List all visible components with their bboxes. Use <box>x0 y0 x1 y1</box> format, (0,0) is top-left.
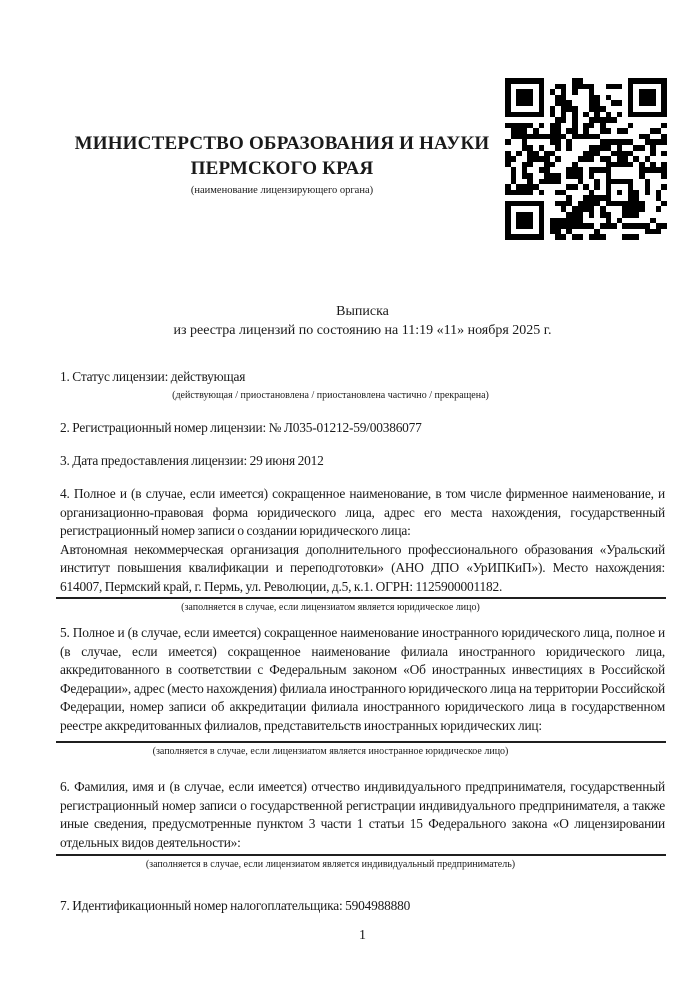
foreign-entity-note: (заполняется в случае, если лицензиатом является иностранное юридическое лицо) <box>152 746 509 757</box>
individual-entrepreneur-note: (заполняется в случае, если лицензиатом является индивидуальный предприниматель) <box>145 859 516 870</box>
field-individual-entrepreneur <box>60 778 665 871</box>
field-registration-number <box>60 419 665 438</box>
document-title-line1: Выписка <box>336 304 389 319</box>
legal-entity-label: 4. Полное и (в случае, если имеется) сокращенное наименование, в том числе фирменное наименование, и организационно-правовая форма юридического лица, адрес его места нахождения, государственный регистрационный номер записи о создании юридического лица: <box>60 486 665 538</box>
license-status-note: (действующая / приостановлена / приостановлена частично / прекращена) <box>172 389 489 401</box>
legal-entity-value: Автономная некоммерческая организация дополнительного профессионального образования «Уральский институт повышения квалификации и переподготовки» (АНО ДПО «УрИПКиП»). Место нахождения: 614007, Пермский край, г. Пермь, ул. Революции, д.5, к.1. ОГРН: 1125900001182. <box>60 541 665 594</box>
ministry-name-line1: МИНИСТЕРСТВО ОБРАЗОВАНИЯ И НАУКИ <box>74 133 490 154</box>
field-license-status <box>60 368 665 402</box>
foreign-entity-label: 5. Полное и (в случае, если имеется) сокращенное наименование иностранного юридического лица, полное и (в случае, если имеется) сокращенное наименование филиала иностранного юридического лица, аккредитованного в соответствии с Федеральным законом «Об иностранных инвестициях в Российской Федерации», адрес (место нахождения) филиала иностранного юридического лица на территории Российской Федерации, номер записи об аккредитации филиала иностранного юридического лица в государственном реестре аккредитованных филиалов, представительств иностранных юридических лиц: <box>60 625 665 733</box>
field-taxpayer-number <box>60 897 665 916</box>
license-date-text: 3. Дата предоставления лицензии: 29 июня 2012 <box>60 453 324 468</box>
ministry-header <box>57 131 507 197</box>
document-title-line2: из реестра лицензий по состоянию на 11:19 «11» ноября 2025 г. <box>173 323 552 338</box>
field-license-date <box>60 452 665 471</box>
qr-code-icon <box>505 78 667 240</box>
field-legal-entity <box>60 485 665 614</box>
registration-number-text: 2. Регистрационный номер лицензии: № Л035-01212-59/00386077 <box>60 420 422 435</box>
ministry-caption: (наименование лицензирующего органа) <box>190 185 374 196</box>
taxpayer-number-text: 7. Идентификационный номер налогоплательщика: 5904988880 <box>60 898 411 913</box>
field-foreign-entity <box>60 624 665 758</box>
separator-line <box>56 854 666 856</box>
separator-line <box>56 741 666 743</box>
page-number: 1 <box>359 928 366 943</box>
document-title <box>60 302 665 340</box>
individual-entrepreneur-label: 6. Фамилия, имя и (в случае, если имеется) отчество индивидуального предпринимателя, государственный регистрационный номер записи о государственной регистрации индивидуального предпринимателя, а также иные сведения, предусмотренные пунктом 3 части 1 статьи 15 Федерального закона «О лицензировании отдельных видов деятельности»: <box>60 779 665 850</box>
ministry-name-line2: ПЕРМСКОГО КРАЯ <box>190 158 374 179</box>
legal-entity-note: (заполняется в случае, если лицензиатом является юридическое лицо) <box>181 602 480 613</box>
separator-line <box>56 597 666 599</box>
license-status-text: 1. Статус лицензии: действующая <box>60 369 246 384</box>
